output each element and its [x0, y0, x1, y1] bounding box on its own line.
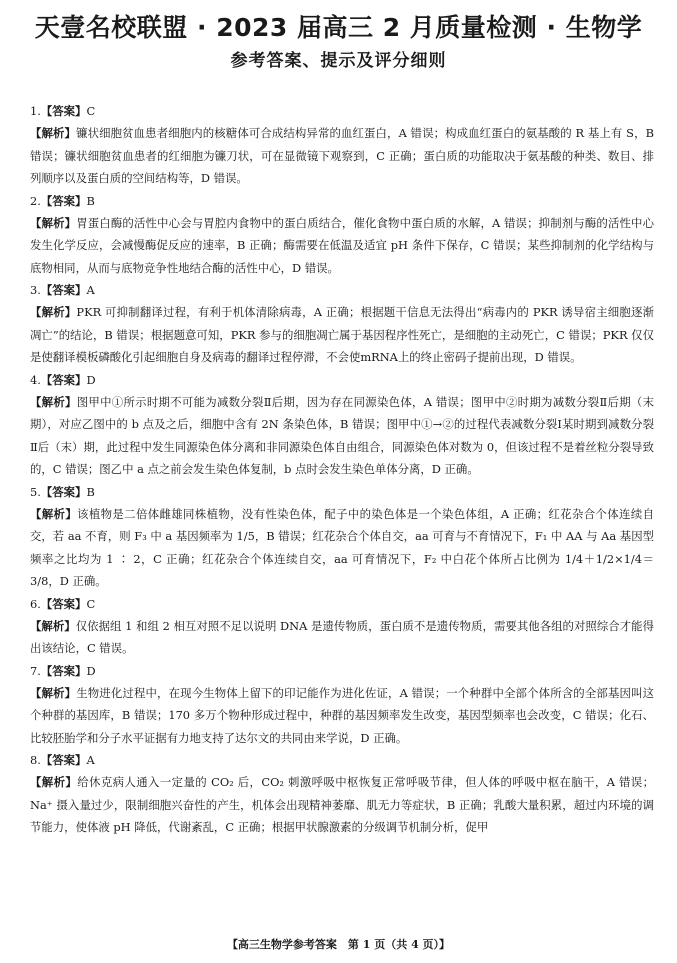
answer-value: D — [86, 663, 96, 678]
explanation-text: 图甲中①所示时期不可能为减数分裂Ⅱ后期，因为存在同源染色体，A 错误；图甲中②时期为减数分裂Ⅱ后期（末期），对应乙图中的 b 点及之后，细胞中含有 2N 条染色体，B 错误；图甲中①→②的过程代表减数分裂Ⅰ某时期到减数分裂Ⅱ后（末）期，此过程中发生同源染色体分离和非同源染色体自由组合，同源染色体对数为 0，但该过程不是着丝粒分裂导致的，C 错误；图乙中 a 点之前会发生染色体复制，b 点时会发生染色单体分离，D 正确。 — [30, 394, 654, 476]
explain-label: 【解析】 — [30, 506, 78, 521]
explanation — [30, 301, 654, 369]
explanation — [30, 122, 654, 190]
answer-line — [30, 190, 654, 212]
explanation — [30, 615, 654, 660]
explain-label: 【解析】 — [30, 394, 77, 409]
explanation-text: PKR 可抑制翻译过程，有利于机体清除病毒，A 正确；根据题干信息无法得出“病毒内的 PKR 诱导宿主细胞逐渐凋亡”的结论，B 错误；根据题意可知，PKR 参与的细胞凋亡属于基因程序性死亡，是细胞的主动死亡，C 错误；PKR 仅仅是使翻译模板磷酸化引起细胞自身及病毒的翻译过程停滞，不会使mRNA上的终止密码子提前出现，D 错误。 — [30, 305, 654, 364]
answer-line — [30, 749, 654, 771]
answer-value: C — [86, 596, 96, 611]
question-number: 3. — [30, 283, 41, 297]
question-1 — [30, 100, 654, 190]
question-4 — [30, 369, 654, 481]
question-number: 1. — [30, 104, 41, 118]
explanation — [30, 391, 654, 481]
answer-line — [30, 369, 654, 391]
explanation-text: 给休克病人通入一定量的 CO₂ 后，CO₂ 刺激呼吸中枢恢复正常呼吸节律，但人体的呼吸中枢在脑干，A 错误；Na⁺ 摄入量过少，限制细胞兴奋性的产生，机体会出现精神萎靡、肌无力等症状，B 正确；乳酸大量积累，超过内环境的调节能力，使体液 pH 降低，代谢紊乱，C 正确；根据甲状腺激素的分级调节机制分析，促甲 — [30, 775, 654, 834]
answer-line — [30, 100, 654, 122]
answer-label: 【答案】 — [40, 663, 87, 678]
answer-label: 【答案】 — [40, 753, 87, 767]
explain-label: 【解析】 — [30, 775, 78, 789]
question-number: 8. — [30, 753, 41, 767]
answer-label: 【答案】 — [40, 283, 87, 297]
explain-label: 【解析】 — [30, 685, 77, 700]
question-5 — [30, 481, 654, 593]
answer-value: B — [86, 484, 95, 499]
answer-value: C — [86, 104, 96, 118]
question-2 — [30, 190, 654, 280]
explanation — [30, 503, 654, 593]
explanation-text: 该植物是二倍体雌雄同株植物，没有性染色体，配子中的染色体是一个染色体组，A 正确；红花杂合个体连续自交，若 aa 不育，则 F₃ 中 a 基因频率为 1/5，B 错误；红花杂合个体自交，aa 可育与不育情况下，F₁ 中 AA 与 Aa 基因型频率之比均为 1 ∶ 2，C 正确；红花杂合个体连续自交，aa 可育情况下，F₂ 中白花个体所占比例为 1/4＋1/2×1/4＝3/8，D 正确。 — [30, 506, 654, 588]
answer-line — [30, 593, 654, 615]
answer-value: A — [86, 283, 95, 297]
page-title: 天壹名校联盟 · 2023 届高三 2 月质量检测 · 生物学 — [34, 13, 643, 42]
answer-value: A — [86, 753, 95, 767]
answer-line — [30, 660, 654, 682]
explanation-text: 胃蛋白酶的活性中心会与胃腔内食物中的蛋白质结合，催化食物中蛋白质的水解，A 错误；抑制剂与酶的活性中心发生化学反应，会减慢酶促反应的速率，B 正确；酶需要在低温及适宜 pH 条件下保存，C 错误；某些抑制剂的化学结构与底物相同，从而与底物竞争性地结合酶的活性中心，D 错误。 — [30, 215, 654, 275]
explanation-text: 仅依据组 1 和组 2 相互对照不足以说明 DNA 是遗传物质，蛋白质不是遗传物质，需要其他各组的对照综合才能得出该结论，C 错误。 — [30, 618, 654, 655]
question-3 — [30, 279, 654, 369]
answer-label: 【答案】 — [40, 484, 87, 499]
explanation — [30, 212, 654, 280]
page-footer: 【高三生物学参考答案 第 1 页（共 4 页）】 — [226, 938, 451, 951]
explanation-text: 镰状细胞贫血患者细胞内的核糖体可合成结构异常的血红蛋白，A 错误；构成血红蛋白的氨基酸的 R 基上有 S，B 错误；镰状细胞贫血患者的红细胞为镰刀状，可在显微镜下观察到，C 正确；蛋白质的功能取决于氨基酸的种类、数目、排列顺序以及蛋白质的空间结构等，D 错误。 — [30, 126, 654, 185]
explain-label: 【解析】 — [30, 126, 77, 140]
question-7 — [30, 660, 654, 750]
explain-label: 【解析】 — [30, 305, 77, 319]
question-number: 5. — [30, 484, 41, 499]
question-number: 2. — [30, 193, 41, 208]
answer-line — [30, 279, 654, 301]
explanation-text: 生物进化过程中，在现今生物体上留下的印记能作为进化佐证，A 错误；一个种群中全部个体所含的全部基因叫这个种群的基因库，B 错误；170 多万个物种形成过程中，种群的基因频率发生改变，基因型频率也会改变，C 错误；化石、比较胚胎学和分子水平证据有力地支持了达尔文的共同由来学说，D 正确。 — [30, 685, 654, 745]
answer-label: 【答案】 — [40, 596, 87, 611]
answer-label: 【答案】 — [40, 104, 87, 118]
answer-value: D — [86, 372, 96, 387]
explanation — [30, 682, 654, 750]
answer-value: B — [86, 193, 95, 208]
explain-label: 【解析】 — [30, 618, 76, 633]
question-number: 7. — [30, 663, 41, 678]
answer-label: 【答案】 — [40, 372, 87, 387]
page-subtitle: 参考答案、提示及评分细则 — [230, 51, 447, 71]
question-6 — [30, 593, 654, 660]
answer-list — [30, 100, 654, 839]
explanation — [30, 771, 654, 839]
answer-label: 【答案】 — [40, 193, 87, 208]
explain-label: 【解析】 — [30, 215, 77, 230]
answer-line — [30, 481, 654, 503]
question-number: 6. — [30, 596, 41, 611]
question-number: 4. — [30, 372, 41, 387]
question-8 — [30, 749, 654, 839]
